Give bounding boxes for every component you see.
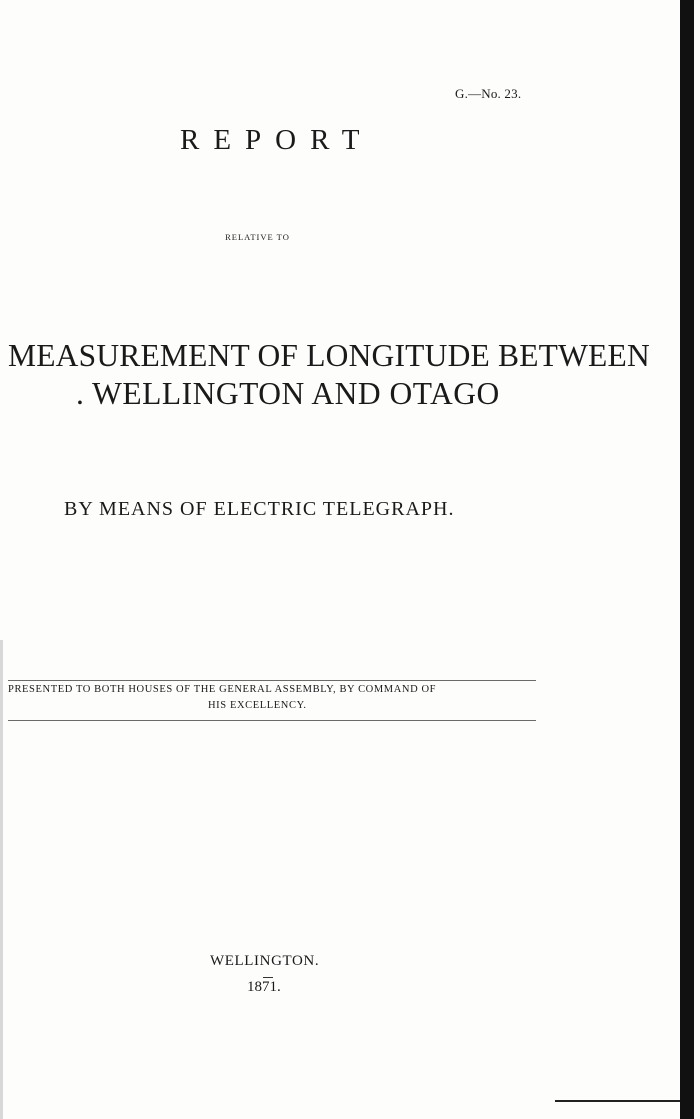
presented-line-1: PRESENTED TO BOTH HOUSES OF THE GENERAL ASSEMBLY, BY COMMAND OF — [8, 684, 437, 695]
subject-line-1: MEASUREMENT OF LONGITUDE BETWEEN — [8, 338, 650, 373]
subject-line-2: . WELLINGTON AND OTAGO — [76, 376, 500, 411]
presented-line-2: HIS EXCELLENCY. — [208, 700, 307, 711]
relative-to-label: RELATIVE TO — [225, 232, 290, 242]
scan-edge-bottom — [555, 1100, 680, 1102]
imprint-place: WELLINGTON. — [210, 953, 320, 969]
scan-edge-right — [680, 0, 694, 1119]
imprint-year: 1871. — [247, 979, 281, 995]
scan-edge-left — [0, 640, 3, 1119]
divider-top — [8, 680, 536, 681]
means-line: BY MEANS OF ELECTRIC TELEGRAPH. — [64, 498, 455, 520]
divider-bottom — [8, 720, 536, 721]
document-reference: G.—No. 23. — [455, 86, 522, 101]
imprint-dash — [263, 977, 273, 978]
report-title: REPORT — [180, 124, 374, 156]
